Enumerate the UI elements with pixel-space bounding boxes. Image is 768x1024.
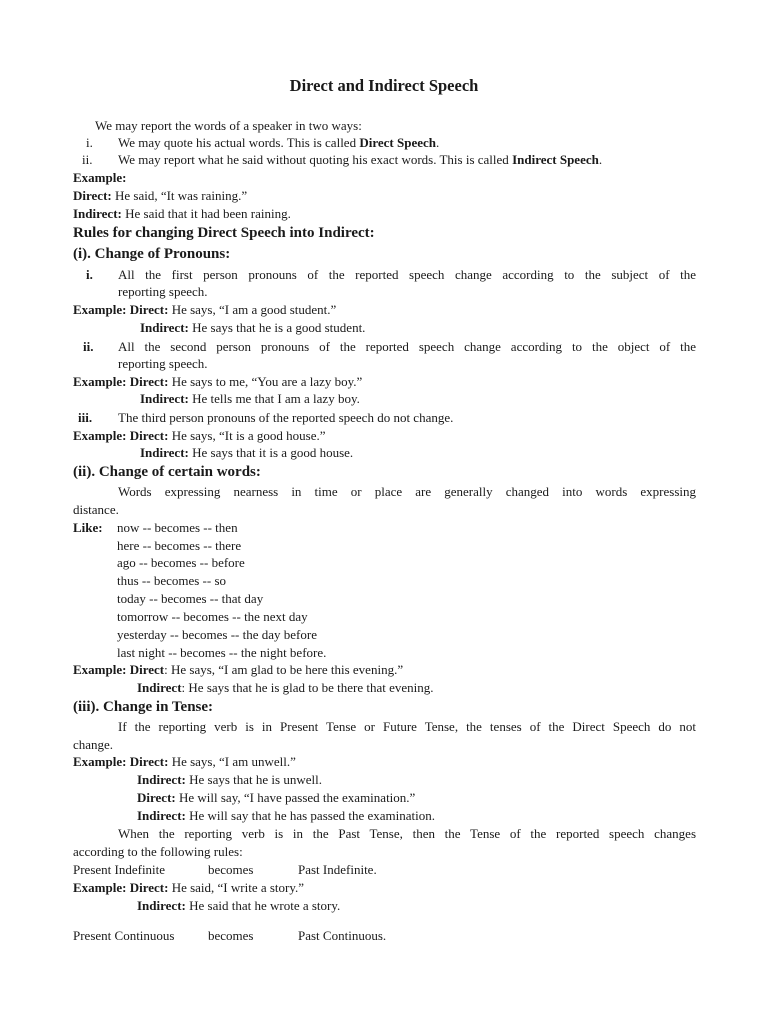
rule-example-indirect: Indirect: He says that he is a good student. [140,320,366,335]
tense-example-indirect: Indirect: He will say that he has passed the examination. [137,808,435,823]
rule-text-line: The third person pronouns of the reported speech do not change. [118,410,454,425]
tense-rule-from: Present Continuous [73,928,175,943]
way-number: i. [86,135,93,150]
rule-text-line: reporting speech. [118,356,208,371]
intro-text: We may report the words of a speaker in two ways: [95,118,362,133]
word-change-item: tomorrow -- becomes -- the next day [117,609,308,624]
paragraph-line: according to the following rules: [73,844,243,859]
tense-rule-to: Past Continuous. [298,928,387,943]
intro-example-indirect: Indirect: He said that it had been raining. [73,206,291,221]
word-change-item: yesterday -- becomes -- the day before [117,627,317,642]
paragraph-line: Words expressing nearness in time or place are generally changed into words expressing [118,484,696,499]
rule-example-direct: Example: Direct: He says, “I am a good student.” [73,302,337,317]
word-change-item: now -- becomes -- then [117,520,238,535]
way-item-2 [82,151,92,169]
rule-example-direct: Example: Direct: He says, “It is a good house.” [73,428,326,443]
way-text-1: We may quote his actual words. This is called Direct Speech. [118,135,440,150]
tense-rule-becomes: becomes [208,862,254,877]
rule-number: ii. [83,339,94,354]
tense-rule-to: Past Indefinite. [298,862,377,877]
way-text-2: We may report what he said without quoting his exact words. This is called Indirect Speech. [118,152,603,167]
word-change-item: last night -- becomes -- the night before. [117,645,327,660]
like-label: Like: [73,520,103,535]
tense-example-direct: Example: Direct: He said, “I write a story.” [73,880,305,895]
way-item-1 [86,134,93,152]
rule-text-line: All the first person pronouns of the reported speech change according to the subject of the [118,267,696,282]
paragraph-line: distance. [73,502,119,517]
rule-example-direct: Example: Direct: He says to me, “You are a lazy boy.” [73,374,363,389]
example-label: Example: [73,170,127,185]
way-number: ii. [82,152,93,167]
rule-text-line: reporting speech. [118,284,208,299]
words-example-direct: Example: Direct: He says, “I am glad to be here this evening.” [73,662,404,677]
tense-example-direct: Example: Direct: He says, “I am unwell.” [73,754,296,769]
paragraph-line: When the reporting verb is in the Past Tense, then the Tense of the reported speech changes [118,826,696,841]
word-change-item: thus -- becomes -- so [117,573,227,588]
section-heading-tense: (iii). Change in Tense: [73,699,214,715]
rules-heading: Rules for changing Direct Speech into Indirect: [73,225,375,241]
word-change-item: today -- becomes -- that day [117,591,264,606]
rule-example-indirect: Indirect: He tells me that I am a lazy boy. [140,391,360,406]
tense-example-indirect: Indirect: He said that he wrote a story. [137,898,341,913]
rule-text-line: All the second person pronouns of the reported speech change according to the object of the [118,339,696,354]
tense-example-indirect: Indirect: He says that he is unwell. [137,772,322,787]
section-heading-pronouns: (i). Change of Pronouns: [73,246,231,262]
paragraph-line: change. [73,737,114,752]
word-change-item: here -- becomes -- there [117,538,242,553]
term-indirect-speech: Indirect Speech [512,152,599,167]
words-example-indirect: Indirect: He says that he is glad to be there that evening. [137,680,434,695]
section-heading-certain-words: (ii). Change of certain words: [73,464,261,480]
word-change-item: ago -- becomes -- before [117,555,245,570]
rule-number: iii. [78,410,93,425]
page-title: Direct and Indirect Speech [289,76,479,95]
intro-example-direct: Direct: He said, “It was raining.” [73,188,248,203]
tense-rule-becomes: becomes [208,928,254,943]
term-direct-speech: Direct Speech [359,135,436,150]
rule-example-indirect: Indirect: He says that it is a good house. [140,445,354,460]
paragraph-line: If the reporting verb is in Present Tense or Future Tense, the tenses of the Direct Speech do not [118,719,696,734]
rule-number: i. [86,267,93,282]
tense-example-direct: Direct: He will say, “I have passed the examination.” [137,790,416,805]
tense-rule-from: Present Indefinite [73,862,166,877]
